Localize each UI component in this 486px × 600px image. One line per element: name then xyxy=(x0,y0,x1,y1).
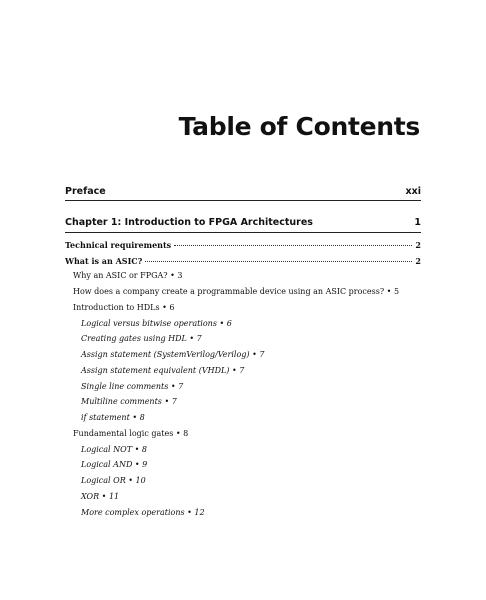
toc-entry[interactable]: Single line comments • 7 xyxy=(81,382,184,391)
toc-entry[interactable]: Creating gates using HDL • 7 xyxy=(81,334,202,343)
toc-entry[interactable]: Multiline comments • 7 xyxy=(81,397,177,406)
chapter-1-page: 1 xyxy=(414,217,421,228)
toc-preface[interactable] xyxy=(65,187,421,197)
toc-entry[interactable]: Why an ASIC or FPGA? • 3 xyxy=(73,271,183,280)
toc-section-what-is-an-asic[interactable] xyxy=(65,257,421,265)
page-title: Table of Contents xyxy=(178,112,420,141)
dot-leader xyxy=(174,245,412,246)
chapter-1-rule xyxy=(65,232,421,233)
toc-entry[interactable]: Fundamental logic gates • 8 xyxy=(73,429,189,438)
toc-entry[interactable]: Logical OR • 10 xyxy=(81,476,146,485)
toc-entry[interactable]: Assign statement equivalent (VHDL) • 7 xyxy=(81,366,245,375)
toc-entry[interactable]: More complex operations • 12 xyxy=(81,508,205,517)
section-label: Technical requirements xyxy=(65,240,172,250)
preface-label: Preface xyxy=(65,186,106,197)
toc-entry[interactable]: XOR • 11 xyxy=(81,492,120,501)
dot-leader xyxy=(145,261,412,262)
toc-entry[interactable]: Assign statement (SystemVerilog/Verilog) • 7 xyxy=(81,350,265,359)
toc-entry[interactable]: if statement • 8 xyxy=(81,413,145,422)
section-label: What is an ASIC? xyxy=(65,256,143,266)
section-page: 2 xyxy=(415,240,421,250)
toc-entry[interactable]: Logical versus bitwise operations • 6 xyxy=(81,319,232,328)
toc-entry[interactable]: Introduction to HDLs • 6 xyxy=(73,303,175,312)
toc-chapter-1[interactable] xyxy=(65,218,421,228)
toc-section-technical-requirements[interactable] xyxy=(65,241,421,249)
toc-entry[interactable]: How does a company create a programmable device using an ASIC process? • 5 xyxy=(73,287,400,296)
chapter-1-label: Chapter 1: Introduction to FPGA Architectures xyxy=(65,217,313,228)
toc-entry[interactable]: Logical NOT • 8 xyxy=(81,445,147,454)
preface-rule xyxy=(65,200,421,201)
section-page: 2 xyxy=(415,256,421,266)
toc-entry[interactable]: Logical AND • 9 xyxy=(81,460,148,469)
preface-page: xxi xyxy=(405,186,421,197)
